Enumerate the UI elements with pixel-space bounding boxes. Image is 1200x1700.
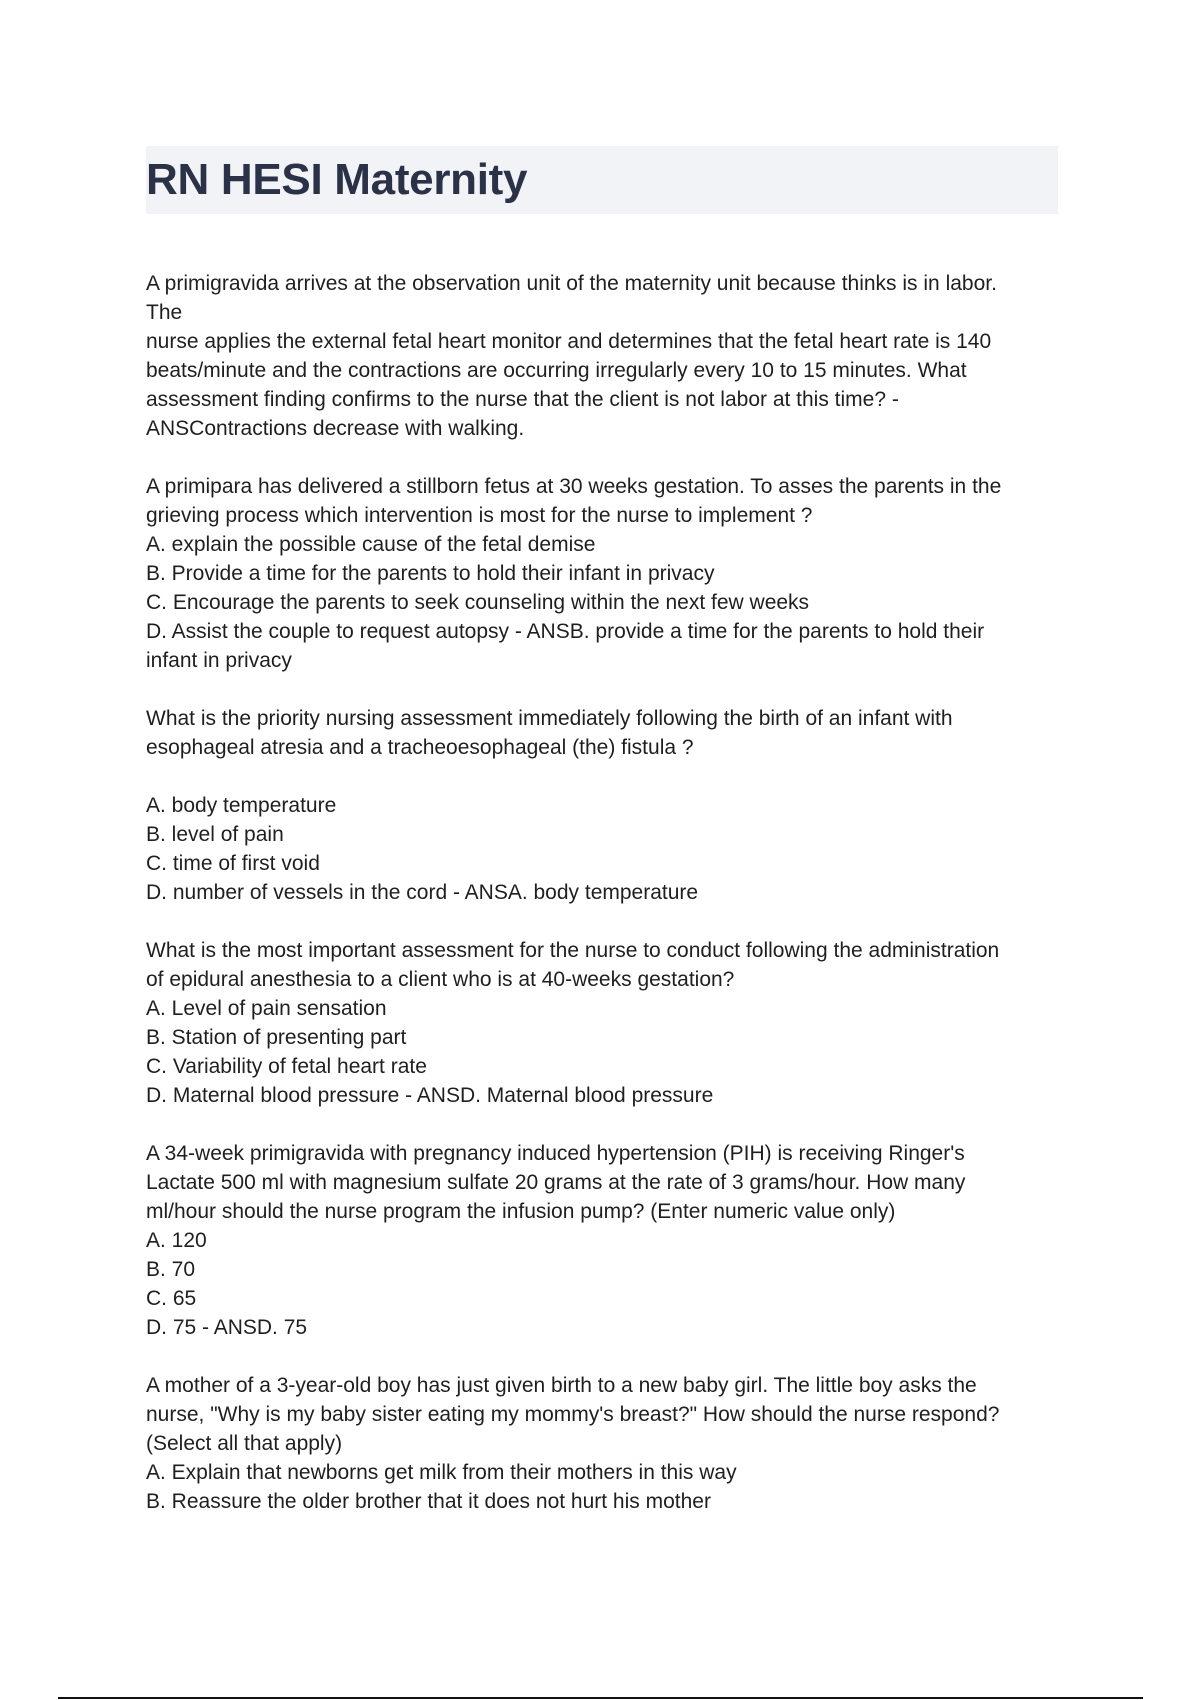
text-line: (Select all that apply) xyxy=(146,1432,343,1455)
option-d: D. Assist the couple to request autopsy - ANSB. provide a time for the parents to hold their xyxy=(146,620,985,643)
text-line: assessment finding confirms to the nurse that the client is not labor at this time? - xyxy=(146,388,899,411)
text-line: What is the most important assessment for the nurse to conduct following the administration xyxy=(146,939,1000,962)
text-line: A primipara has delivered a stillborn fetus at 30 weeks gestation. To asses the parents in the xyxy=(146,475,1002,498)
question-block-4 xyxy=(146,936,1066,1110)
page-title: RN HESI Maternity xyxy=(146,155,528,204)
option-c: C. Encourage the parents to seek counseling within the next few weeks xyxy=(146,591,810,614)
question-block-6 xyxy=(146,1371,1066,1516)
question-block-5 xyxy=(146,1139,1066,1342)
option-a: A. Explain that newborns get milk from their mothers in this way xyxy=(146,1461,737,1484)
option-a: A. body temperature xyxy=(146,794,337,817)
question-block-3 xyxy=(146,704,1066,907)
text-line: A mother of a 3-year-old boy has just given birth to a new baby girl. The little boy asks the xyxy=(146,1374,977,1397)
option-a: A. Level of pain sensation xyxy=(146,997,387,1020)
answer-line: ANSContractions decrease with walking. xyxy=(146,417,525,440)
option-d: D. Maternal blood pressure - ANSD. Maternal blood pressure xyxy=(146,1084,714,1107)
option-b: B. level of pain xyxy=(146,823,284,846)
text-line: beats/minute and the contractions are occurring irregularly every 10 to 15 minutes. What xyxy=(146,359,967,382)
paragraph-spacer xyxy=(146,762,1066,791)
text-line: A 34-week primigravida with pregnancy induced hypertension (PIH) is receiving Ringer's xyxy=(146,1142,965,1165)
option-b: B. Station of presenting part xyxy=(146,1026,407,1049)
option-d: D. 75 - ANSD. 75 xyxy=(146,1316,308,1339)
text-line: grieving process which intervention is most for the nurse to implement ? xyxy=(146,504,813,527)
text-line: ml/hour should the nurse program the infusion pump? (Enter numeric value only) xyxy=(146,1200,896,1223)
text-line: A primigravida arrives at the observation unit of the maternity unit because thinks is in labor. xyxy=(146,272,997,295)
text-line: The xyxy=(146,301,183,324)
option-b: B. 70 xyxy=(146,1258,196,1281)
option-d: D. number of vessels in the cord - ANSA. body temperature xyxy=(146,881,699,904)
option-c: C. time of first void xyxy=(146,852,320,875)
option-c: C. 65 xyxy=(146,1287,197,1310)
answer-line: infant in privacy xyxy=(146,649,292,672)
text-line: nurse applies the external fetal heart monitor and determines that the fetal heart rate is 140 xyxy=(146,330,992,353)
text-line: nurse, "Why is my baby sister eating my mommy's breast?" How should the nurse respond? xyxy=(146,1403,1000,1426)
text-line: of epidural anesthesia to a client who is at 40-weeks gestation? xyxy=(146,968,735,991)
text-line: esophageal atresia and a tracheoesophageal (the) fistula ? xyxy=(146,736,694,759)
document-body xyxy=(146,269,1066,1545)
option-b: B. Reassure the older brother that it does not hurt his mother xyxy=(146,1490,711,1513)
option-b: B. Provide a time for the parents to hold their infant in privacy xyxy=(146,562,715,585)
footer-divider xyxy=(58,1697,1143,1699)
text-line: What is the priority nursing assessment immediately following the birth of an infant with xyxy=(146,707,953,730)
question-block-2 xyxy=(146,472,1066,675)
text-line: Lactate 500 ml with magnesium sulfate 20 grams at the rate of 3 grams/hour. How many xyxy=(146,1171,966,1194)
option-a: A. explain the possible cause of the fetal demise xyxy=(146,533,596,556)
option-c: C. Variability of fetal heart rate xyxy=(146,1055,427,1078)
question-block-1 xyxy=(146,269,1066,443)
option-a: A. 120 xyxy=(146,1229,207,1252)
